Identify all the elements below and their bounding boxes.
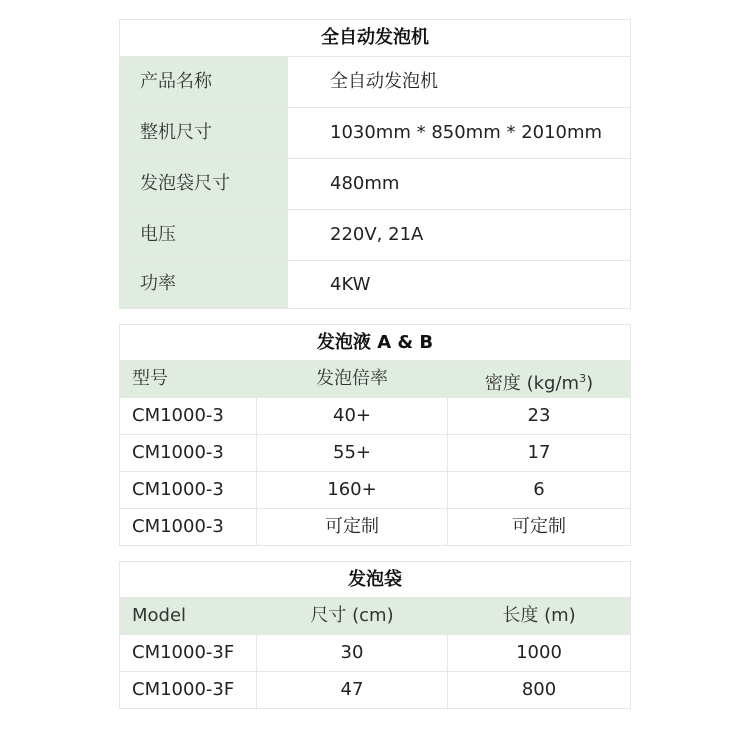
spec-value: 1030mm * 850mm * 2010mm: [330, 122, 603, 143]
cell-ratio: 55+: [257, 435, 448, 471]
table-row: [119, 472, 631, 509]
spec-label: 产品名称: [120, 57, 288, 107]
foam-bag-table: [119, 561, 631, 709]
table-header-row: [119, 598, 631, 635]
table-row: [119, 398, 631, 435]
cell-model: CM1000-3F: [120, 672, 257, 708]
header-density-close: ): [586, 373, 594, 394]
cell-size: 30: [257, 635, 448, 671]
cell-length: 1000: [516, 642, 562, 663]
header-length: 长度 (m): [502, 605, 576, 626]
table-header-row: [119, 361, 631, 398]
cell-model: CM1000-3: [120, 435, 257, 471]
cell-ratio: 可定制: [257, 509, 448, 545]
header-density-exponent: 3: [579, 372, 587, 385]
spec-row: [119, 108, 631, 159]
header-model: 型号: [120, 361, 257, 398]
header-expansion-ratio: 发泡倍率: [257, 361, 448, 398]
cell-ratio: 40+: [257, 398, 448, 434]
cell-density: 17: [527, 442, 551, 463]
spec-label: 整机尺寸: [120, 108, 288, 158]
bag-table-title: 发泡袋: [119, 561, 631, 598]
spec-row: [119, 210, 631, 261]
spec-label: 发泡袋尺寸: [120, 159, 288, 209]
cell-density: 可定制: [512, 516, 566, 537]
foam-liquid-table: [119, 324, 631, 546]
spec-value: 480mm: [330, 173, 400, 194]
table-row: [119, 509, 631, 546]
spec-value: 4KW: [330, 274, 371, 295]
cell-ratio: 160+: [257, 472, 448, 508]
table-row: [119, 672, 631, 709]
liquid-table-title: 发泡液 A & B: [119, 324, 631, 361]
spec-label: 电压: [120, 210, 288, 260]
spec-row: [119, 159, 631, 210]
cell-model: CM1000-3F: [120, 635, 257, 671]
machine-table-title: 全自动发泡机: [119, 19, 631, 57]
spec-label: 功率: [120, 261, 288, 308]
table-row: [119, 435, 631, 472]
cell-density: 6: [533, 479, 545, 500]
header-density: [448, 361, 630, 398]
spec-row: [119, 261, 631, 309]
cell-density: 23: [527, 405, 551, 426]
cell-length: 800: [521, 679, 557, 700]
machine-spec-table: [119, 19, 631, 309]
header-model: Model: [120, 598, 257, 635]
cell-size: 47: [257, 672, 448, 708]
cell-model: CM1000-3: [120, 472, 257, 508]
header-size: 尺寸 (cm): [257, 598, 448, 635]
spec-value: 220V, 21A: [330, 224, 424, 245]
cell-model: CM1000-3: [120, 398, 257, 434]
header-density-text: 密度 (kg/m: [484, 373, 580, 394]
table-row: [119, 635, 631, 672]
spec-row: [119, 57, 631, 108]
spec-value: 全自动发泡机: [330, 71, 438, 92]
cell-model: CM1000-3: [120, 509, 257, 545]
